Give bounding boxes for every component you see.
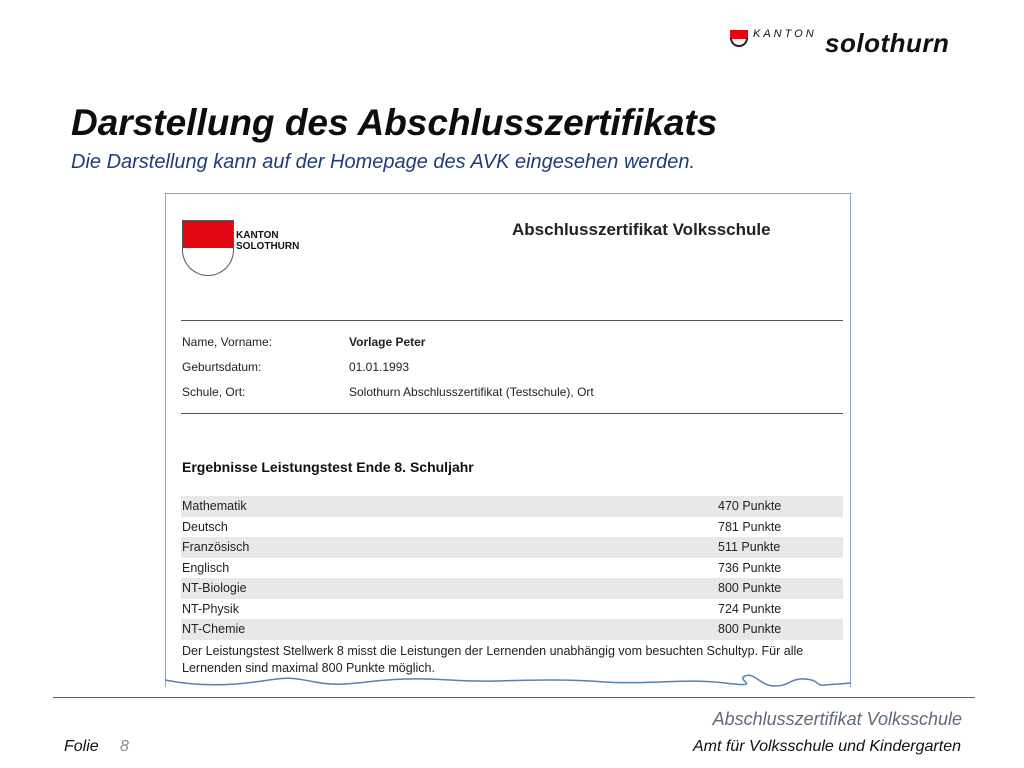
field-value-name: Vorlage Peter [349, 335, 426, 349]
footer-certificate-name: Abschlusszertifikat Volksschule [712, 709, 962, 729]
certificate-title: Abschlusszertifikat Volksschule [512, 220, 771, 239]
subject-cell: Englisch [182, 560, 230, 575]
certificate-seal-text [236, 230, 299, 252]
certificate-preview [165, 193, 851, 687]
field-label-birthdate: Geburtsdatum: [182, 360, 262, 374]
certificate-note: Der Leistungstest Stellwerk 8 misst die Leistungen der Lernenden unabhängig vom besuchten Schultyp. Für alle Lernenden sind maximal 800 Punkte möglich. [182, 644, 804, 675]
subject-cell: Mathematik [182, 499, 247, 513]
table-row [181, 599, 843, 620]
slide-subtitle: Die Darstellung kann auf der Homepage des AVK eingesehen werden. [71, 151, 696, 173]
field-label-school: Schule, Ort: [182, 385, 246, 399]
subject-cell: Französisch [182, 540, 250, 554]
kanton-solothurn-logo [728, 27, 978, 59]
points-cell: 736 Punkte [718, 560, 782, 575]
subject-cell: NT-Chemie [182, 622, 246, 636]
points-cell: 470 Punkte [718, 499, 782, 513]
field-value-school: Solothurn Abschlusszertifikat (Testschule), Ort [349, 385, 594, 399]
logo-kanton-text: KANTON [753, 28, 817, 40]
torn-edge [165, 674, 853, 690]
results-section-title: Ergebnisse Leistungstest Ende 8. Schuljahr [182, 459, 474, 475]
shield-curve-icon [730, 38, 748, 47]
footer-department: Amt für Volksschule und Kindergarten [693, 738, 961, 755]
logo-solothurn-text: solothurn [825, 28, 950, 58]
table-row [181, 558, 843, 579]
slide-label: Folie [64, 738, 99, 755]
points-cell: 800 Punkte [718, 622, 782, 636]
slide-number: 8 [120, 738, 129, 755]
table-row [181, 537, 843, 558]
slide-title: Darstellung des Abschlusszertifikats [71, 102, 718, 143]
points-cell: 724 Punkte [718, 601, 782, 616]
coat-of-arms-icon [182, 220, 236, 277]
points-cell: 781 Punkte [718, 519, 782, 534]
field-label-name: Name, Vorname: [182, 335, 273, 349]
points-cell: 800 Punkte [718, 581, 782, 595]
scores-table [181, 496, 843, 640]
table-row [181, 496, 843, 517]
table-row [181, 619, 843, 640]
subject-cell: Deutsch [182, 519, 228, 534]
divider [181, 413, 843, 414]
points-cell: 511 Punkte [718, 540, 781, 554]
table-row [181, 578, 843, 599]
seal-line-solothurn: SOLOTHURN [236, 241, 300, 252]
divider [181, 320, 843, 321]
subject-cell: NT-Biologie [182, 581, 247, 595]
table-row [181, 517, 843, 538]
seal-line-kanton: KANTON [236, 230, 279, 241]
field-value-birthdate: 01.01.1993 [349, 360, 410, 374]
footer-divider [53, 697, 975, 698]
subject-cell: NT-Physik [182, 601, 239, 616]
